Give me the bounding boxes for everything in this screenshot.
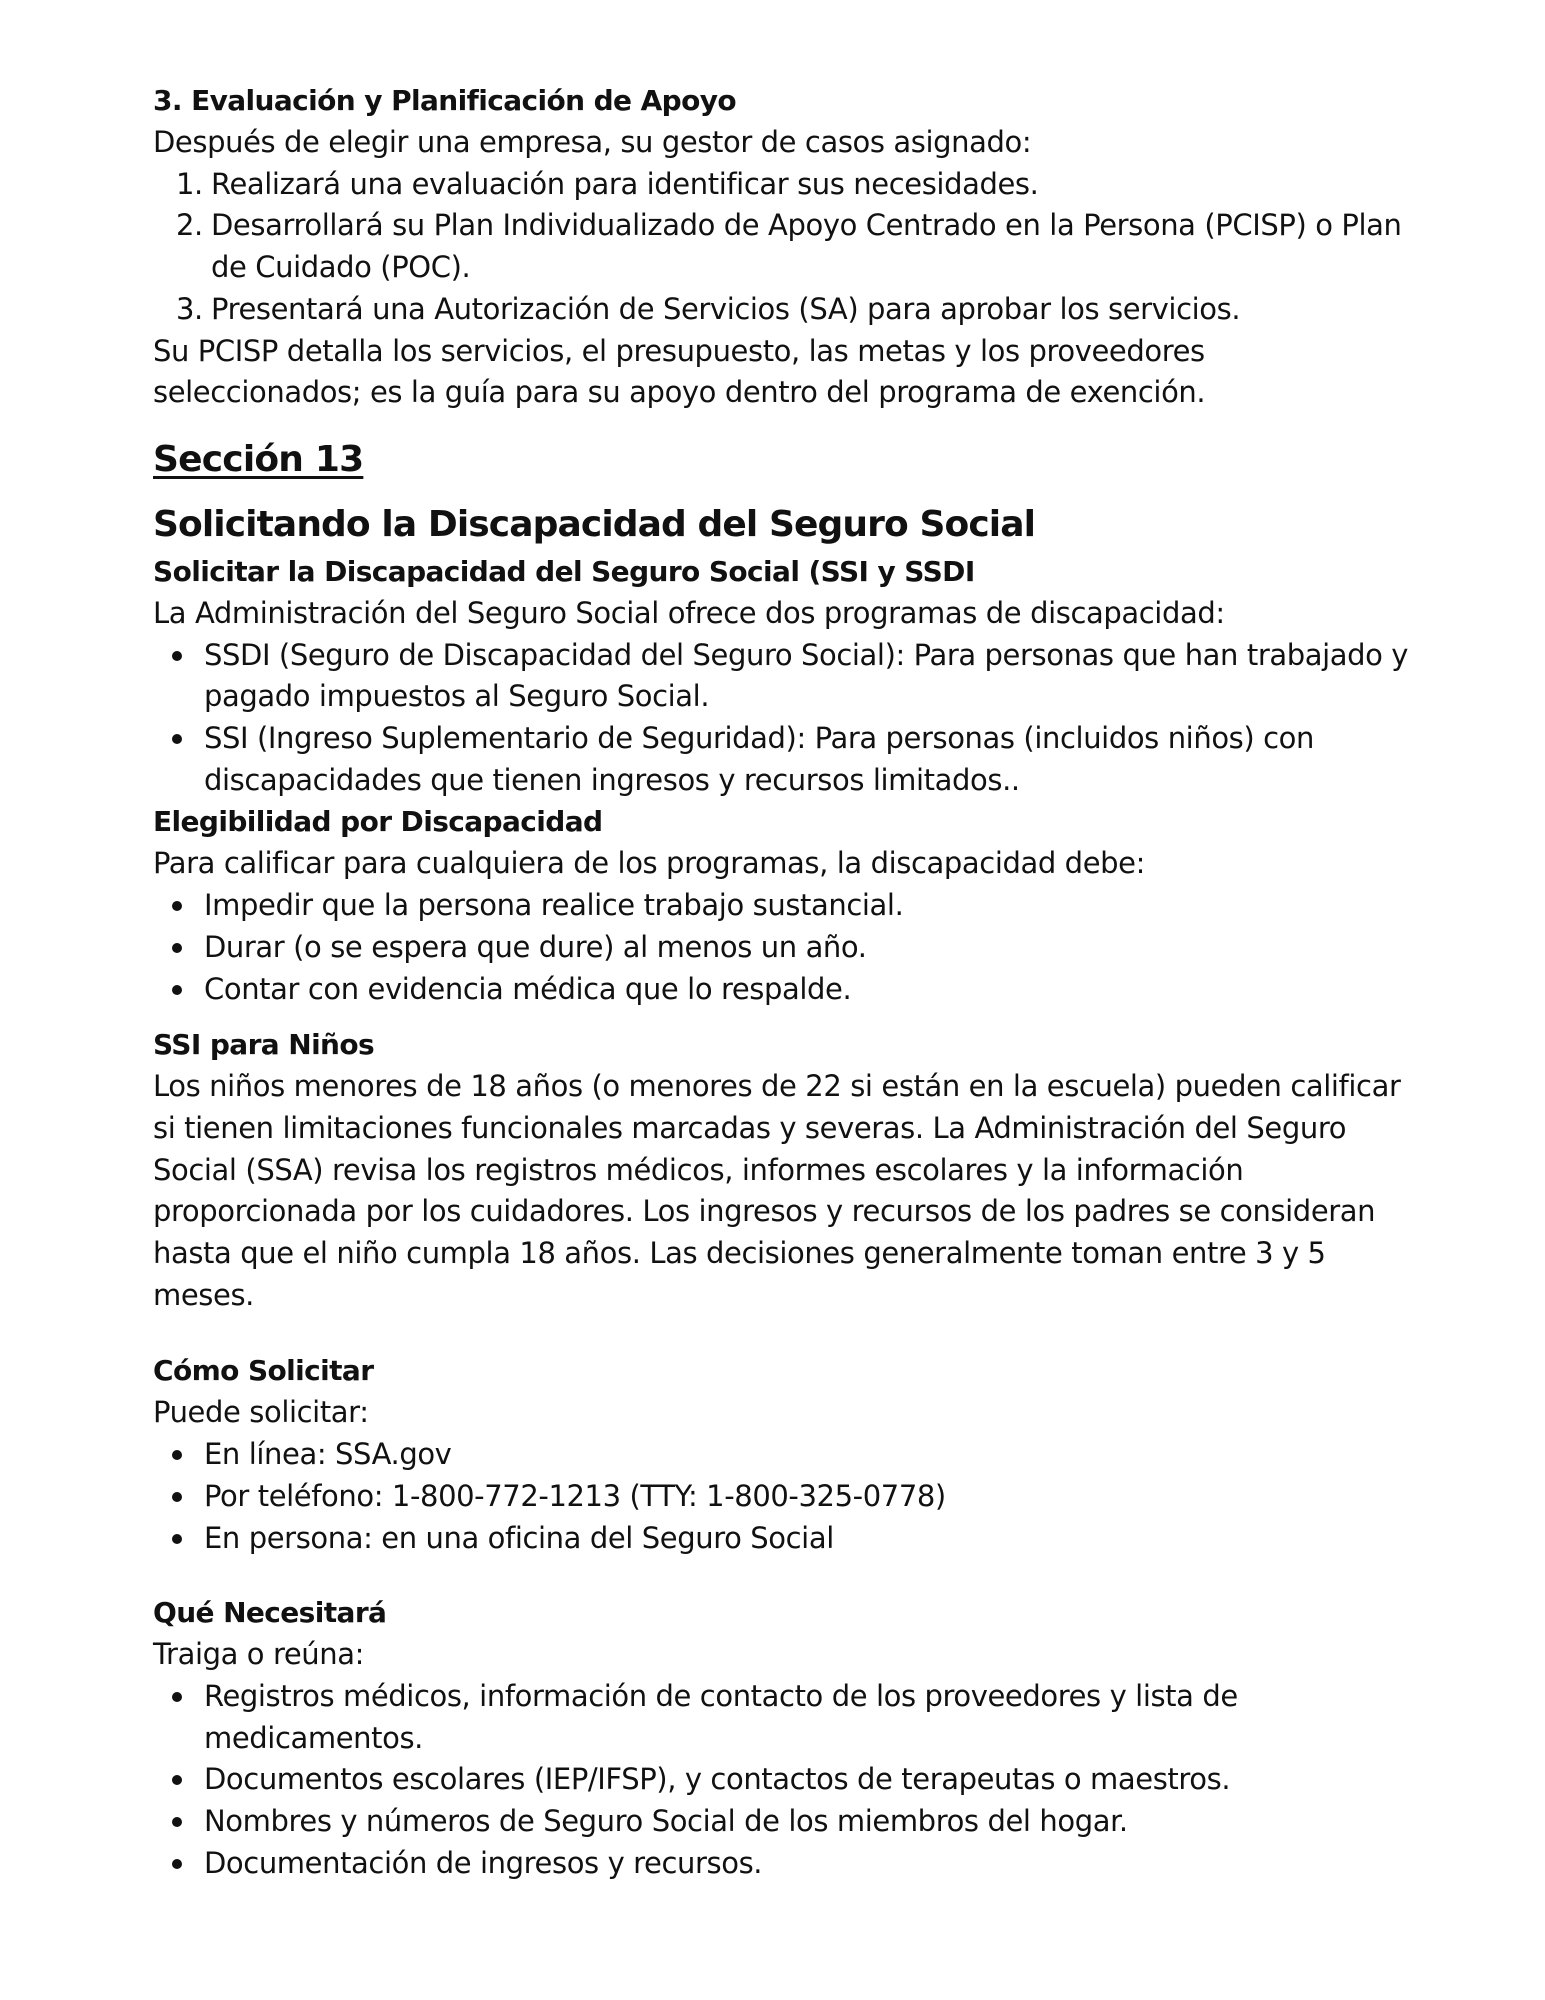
list-item: [153, 885, 1413, 927]
list-item: [153, 1676, 1413, 1759]
bullet-icon: [172, 651, 182, 661]
list-item-text: Nombres y números de Seguro Social de los miembros del hogar.: [204, 1804, 1128, 1839]
list-item: [153, 1434, 1413, 1476]
list-item: [153, 718, 1413, 801]
list-item: [153, 289, 1413, 331]
programs-heading: Solicitar la Discapacidad del Seguro Social (SSI y SSDI: [153, 554, 975, 588]
list-item: [153, 969, 1413, 1011]
list-item: [153, 927, 1413, 969]
list-item-text: Documentación de ingresos y recursos.: [204, 1845, 763, 1880]
list-item: [153, 1759, 1413, 1801]
bullet-icon: [172, 1859, 182, 1869]
list-item-text: Contar con evidencia médica que lo respalde.: [204, 971, 852, 1006]
list-item: [153, 1518, 1413, 1560]
bullet-icon: [172, 985, 182, 995]
list-item: [153, 164, 1413, 206]
children-heading: SSI para Niños: [153, 1028, 375, 1062]
list-item: [153, 205, 1413, 288]
bullet-icon: [172, 734, 182, 744]
children-body: Los niños menores de 18 años (o menores de 22 si están en la escuela) pueden calificar si tienen limitaciones funcionales marcadas y severas. La Administración del Seguro Social (SSA) revisa los registros médicos, informes escolares y la información proporcionada por los cuidadores. Los ingresos y recursos de los padres se consideran hasta que el niño cumpla 18 años. Las decisiones generalmente toman entre 3 y 5 meses.: [153, 1069, 1401, 1312]
step-number: 1.: [176, 166, 203, 201]
support-planning-intro: Después de elegir una empresa, su gestor de casos asignado:: [153, 125, 1032, 159]
how-to-apply-heading: Cómo Solicitar: [153, 1354, 374, 1388]
support-planning-summary: Su PCISP detalla los servicios, el presupuesto, las metas y los proveedores seleccionados; es la guía para su apoyo dentro del programa de exención.: [153, 333, 1206, 410]
list-item-text: SSDI (Seguro de Discapacidad del Seguro Social): Para personas que han trabajado y pagado impuestos al Seguro Social.: [204, 637, 1409, 714]
support-planning-steps: [153, 164, 1413, 331]
eligibility-heading: Elegibilidad por Discapacidad: [153, 805, 603, 839]
what-you-need-list: [153, 1676, 1413, 1885]
list-item-text: Por teléfono: 1-800-772-1213 (TTY: 1-800-325-0778): [204, 1478, 946, 1513]
section-title: Solicitando la Discapacidad del Seguro Social: [153, 503, 1036, 545]
list-item: [153, 1801, 1413, 1843]
bullet-icon: [172, 1534, 182, 1544]
support-planning-heading: 3. Evaluación y Planificación de Apoyo: [153, 84, 737, 117]
eligibility-intro: Para calificar para cualquiera de los programas, la discapacidad debe:: [153, 846, 1145, 881]
step-number: 2.: [176, 208, 203, 243]
how-to-apply-list: [153, 1434, 1413, 1559]
section-label: Sección 13: [153, 438, 364, 480]
what-you-need-intro: Traiga o reúna:: [153, 1637, 364, 1672]
bullet-icon: [172, 1450, 182, 1460]
list-item-text: Documentos escolares (IEP/IFSP), y contactos de terapeutas o maestros.: [204, 1762, 1231, 1797]
step-text: Presentará una Autorización de Servicios (SA) para aprobar los servicios.: [211, 291, 1241, 326]
list-item-text: En línea: SSA.gov: [204, 1437, 452, 1472]
list-item-text: En persona: en una oficina del Seguro Social: [204, 1520, 834, 1555]
what-you-need-heading: Qué Necesitará: [153, 1596, 387, 1630]
how-to-apply-intro: Puede solicitar:: [153, 1395, 369, 1430]
list-item-text: SSI (Ingreso Suplementario de Seguridad): Para personas (incluidos niños) con discapacidades que tienen ingresos y recursos limitados..: [204, 721, 1314, 797]
bullet-icon: [172, 1692, 182, 1702]
bullet-icon: [172, 901, 182, 911]
list-item: [153, 1843, 1413, 1885]
step-number: 3.: [176, 291, 203, 326]
step-text: Realizará una evaluación para identificar sus necesidades.: [211, 166, 1039, 201]
eligibility-list: [153, 885, 1413, 1010]
list-item: [153, 1476, 1413, 1518]
bullet-icon: [172, 1492, 182, 1502]
list-item-text: Registros médicos, información de contacto de los proveedores y lista de medicamentos.: [204, 1678, 1238, 1755]
programs-list: [153, 635, 1413, 802]
bullet-icon: [172, 1775, 182, 1785]
list-item-text: Impedir que la persona realice trabajo sustancial.: [204, 888, 904, 923]
programs-intro: La Administración del Seguro Social ofrece dos programas de discapacidad:: [153, 595, 1225, 630]
step-text: Desarrollará su Plan Individualizado de Apoyo Centrado en la Persona (PCISP) o Plan de Cuidado (POC).: [211, 208, 1402, 285]
document-page: [153, 80, 1413, 1885]
list-item-text: Durar (o se espera que dure) al menos un año.: [204, 929, 867, 964]
list-item: [153, 635, 1413, 718]
bullet-icon: [172, 1817, 182, 1827]
bullet-icon: [172, 943, 182, 953]
